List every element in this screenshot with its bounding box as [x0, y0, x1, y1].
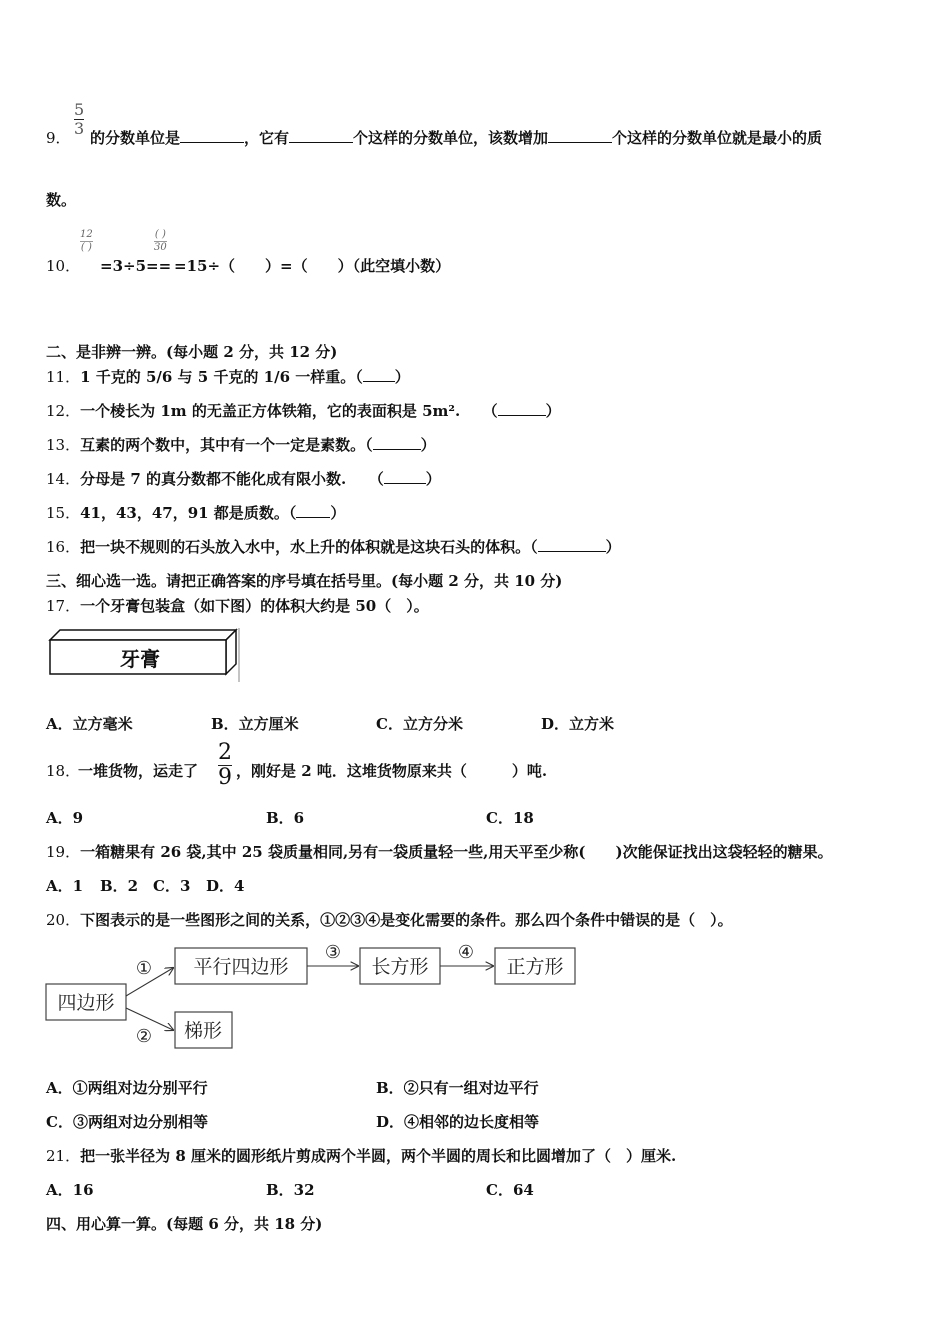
question-19: 19．一箱糖果有 26 袋,其中 25 袋质量相同,另有一袋质量轻一些,用天平至少称( )次能保证找出这袋轻轻的糖果。: [46, 843, 833, 861]
question-10: 10． 12 ( ) =3÷5== ( ) 30 =15÷（ ）=（ ）（此空填小数）: [46, 229, 451, 275]
question-14: 14．分母是 7 的真分数都不能化成有限小数. （ ）: [46, 470, 441, 488]
shape-relationship-diagram: [40, 938, 585, 1058]
answer-blank[interactable]: [498, 401, 546, 416]
fraction-two-ninths: 2 9: [218, 740, 232, 790]
condition-3-label: ③: [324, 942, 342, 963]
question-17: 17．一个牙膏包装盒（如下图）的体积大约是 50（ ）。: [46, 597, 429, 615]
option-d[interactable]: D．4: [206, 877, 245, 895]
answer-blank[interactable]: [289, 128, 353, 143]
option-d[interactable]: D．立方米: [541, 715, 615, 733]
question-9-text: 的分数单位是 ，它有 个这样的分数单位，该数增加 个这样的分数单位就是最小的质: [90, 129, 823, 147]
answer-blank[interactable]: [180, 128, 244, 143]
option-b[interactable]: B．2: [100, 877, 139, 895]
question-9-continuation: 数。: [46, 191, 77, 209]
question-number: 9．: [46, 129, 71, 147]
question-15: 15．41，43，47，91 都是质数。（ ）: [46, 504, 346, 522]
toothpaste-box-figure: [46, 626, 244, 684]
fraction-blank-over-30: ( ) 30: [154, 229, 167, 253]
option-c[interactable]: C．64: [486, 1181, 534, 1199]
condition-4-label: ④: [457, 942, 475, 963]
question-16: 16．把一块不规则的石头放入水中，水上升的体积就是这块石头的体积。（ ）: [46, 538, 621, 556]
option-a[interactable]: A．16: [46, 1181, 94, 1199]
question-20: 20．下图表示的是一些图形之间的关系，①②③④是变化需要的条件。那么四个条件中错误的是（ ）。: [46, 911, 733, 929]
answer-blank[interactable]: [384, 469, 426, 484]
question-13: 13．互素的两个数中，其中有一个一定是素数。（ ）: [46, 436, 436, 454]
option-a[interactable]: A．立方毫米: [46, 715, 133, 733]
toothpaste-label: 牙膏: [120, 647, 160, 671]
answer-blank[interactable]: [363, 367, 395, 382]
option-b[interactable]: B．6: [266, 809, 305, 827]
option-b[interactable]: B．32: [266, 1181, 315, 1199]
parallelogram-label: 平行四边形: [193, 956, 289, 978]
fraction-12-over-blank: 12 ( ): [80, 229, 93, 253]
square-label: 正方形: [506, 956, 564, 978]
trapezoid-label: 梯形: [183, 1020, 223, 1042]
fraction-five-thirds: 5 3: [74, 100, 85, 138]
option-c[interactable]: C．③两组对边分别相等: [46, 1113, 208, 1131]
condition-1-label: ①: [135, 958, 153, 979]
answer-blank[interactable]: [373, 435, 421, 450]
option-b[interactable]: B．立方厘米: [211, 715, 299, 733]
question-number: 10．: [46, 257, 81, 275]
option-d[interactable]: D．④相邻的边长度相等: [376, 1113, 540, 1131]
option-a[interactable]: A．①两组对边分别平行: [46, 1079, 208, 1097]
option-c[interactable]: C．18: [486, 809, 534, 827]
answer-blank[interactable]: [548, 128, 612, 143]
answer-blank[interactable]: [296, 503, 330, 518]
answer-blank[interactable]: [538, 537, 606, 552]
option-a[interactable]: A．1: [46, 877, 84, 895]
quadrilateral-label: 四边形: [57, 992, 115, 1014]
section-4-title: 四、用心算一算。(每题 6 分，共 18 分): [46, 1215, 323, 1233]
option-b[interactable]: B．②只有一组对边平行: [376, 1079, 539, 1097]
section-2-title: 二、是非辨一辨。(每小题 2 分，共 12 分): [46, 343, 338, 361]
question-21: 21．把一张半径为 8 厘米的圆形纸片剪成两个半圆，两个半圆的周长和比圆增加了（ ）厘米.: [46, 1147, 677, 1165]
question-18: 18． 一堆货物，运走了 2 9 ，刚好是 2 吨．这堆货物原来共（ ）吨.: [46, 740, 548, 790]
question-11: 11．1 千克的 5/6 与 5 千克的 1/6 一样重。（ ）: [46, 368, 410, 386]
option-c[interactable]: C．3: [153, 877, 191, 895]
condition-2-label: ②: [135, 1026, 153, 1047]
question-12: 12．一个棱长为 1m 的无盖正方体铁箱，它的表面积是 5m². （ ）: [46, 402, 561, 420]
option-c[interactable]: C．立方分米: [376, 715, 463, 733]
option-a[interactable]: A．9: [46, 809, 84, 827]
rectangle-label: 长方形: [371, 956, 429, 978]
section-3-title: 三、细心选一选。请把正确答案的序号填在括号里。(每小题 2 分，共 10 分): [46, 572, 563, 590]
